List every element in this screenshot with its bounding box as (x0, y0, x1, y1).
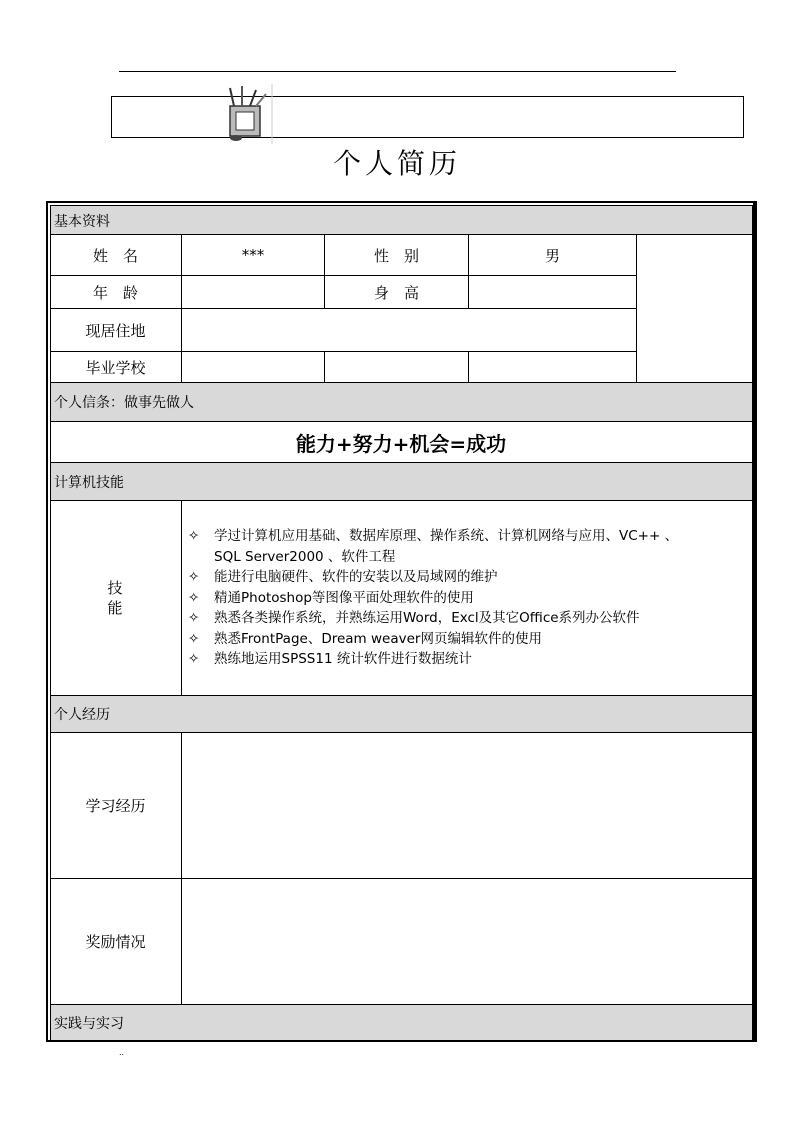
height-label: 身 高 (373, 283, 419, 302)
skills-label-line1: 技 (107, 578, 123, 597)
list-item: ✧ 学过计算机应用基础、数据库原理、操作系统、计算机网络与应用、VC++ 、 (188, 526, 748, 547)
bullet-icon: ✧ (188, 651, 200, 667)
list-item: ✧ 熟悉FrontPage、Dream weaver网页编辑软件的使用 (188, 629, 748, 650)
list-item: ✧ 能进行电脑硬件、软件的安装以及局域网的维护 (188, 567, 748, 588)
page-title: 个人简历 (332, 147, 461, 180)
gender-label: 性 别 (373, 246, 419, 265)
list-item: ✧ 精通Photoshop等图像平面处理软件的使用 (188, 588, 748, 609)
gender-value: 男 (544, 246, 560, 265)
bullet-icon: ✧ (188, 528, 200, 544)
bullet-icon: ✧ (188, 569, 200, 585)
age-label: 年 龄 (92, 283, 138, 302)
header-rule (119, 71, 676, 72)
list-item-continuation: SQL Server2000 、软件工程 (214, 548, 396, 565)
bullet-icon: ✧ (188, 589, 200, 606)
section-experience: 个人经历 (50, 696, 752, 732)
name-value: *** (241, 246, 265, 264)
motto-text: 能力+努力+机会=成功 (295, 431, 507, 456)
list-item: ✧ 熟练地运用SPSS11 统计软件进行数据统计 (188, 649, 748, 670)
bullet-icon: ✧ (188, 630, 200, 647)
header-box (111, 96, 744, 138)
section-motto: 个人信条：做事先做人 (50, 383, 752, 421)
name-label: 姓 名 (92, 246, 138, 265)
section-practice: 实践与实习 (50, 1005, 752, 1040)
section-basic: 基本资料 (50, 206, 752, 235)
office-supplies-icon (216, 84, 276, 144)
awards-label: 奖励情况 (85, 933, 146, 951)
list-item: ✧ 熟悉各类操作系统，并熟练运用Word，Excl及其它Office系列办公软件 (188, 608, 748, 629)
skills-label-line2: 能 (107, 598, 123, 617)
skills-label (50, 500, 180, 695)
footer-mark: .. (119, 1048, 125, 1057)
skills-list (188, 526, 748, 670)
address-label: 现居住地 (85, 321, 146, 340)
study-label: 学习经历 (85, 797, 146, 815)
section-skills: 计算机技能 (50, 463, 752, 500)
bullet-icon: ✧ (188, 610, 200, 626)
school-label: 毕业学校 (85, 358, 146, 377)
